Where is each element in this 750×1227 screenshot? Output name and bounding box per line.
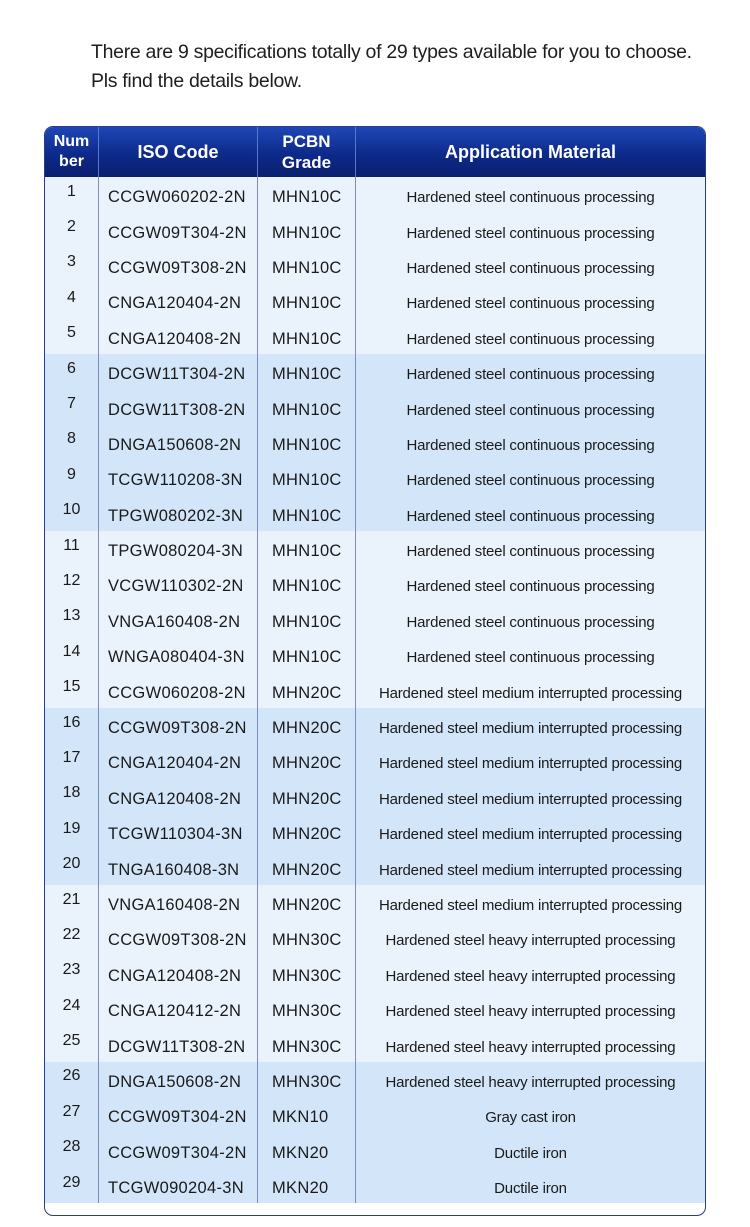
cell-application-material: Hardened steel continuous processing: [406, 472, 655, 490]
table-row: [45, 389, 705, 424]
cell-pcbn-grade: MHN20C: [258, 672, 356, 707]
cell-number: 8: [45, 425, 99, 460]
table-row: [45, 637, 705, 672]
cell-pcbn-grade: MHN30C: [258, 956, 356, 991]
cell-iso-code: CCGW060208-2N: [99, 672, 258, 707]
cell-application-material: Gray cast iron: [485, 1109, 576, 1127]
table-row: [45, 1168, 705, 1203]
cell-pcbn-grade: MHN10C: [258, 212, 356, 247]
cell-application-material: Hardened steel heavy interrupted processing: [385, 967, 676, 985]
table-row: [45, 283, 705, 318]
cell-application-material: Hardened steel continuous processing: [406, 649, 655, 667]
table-body: [45, 177, 705, 1203]
header-number: [45, 127, 99, 177]
cell-pcbn-grade: MHN30C: [258, 1062, 356, 1097]
cell-pcbn-grade: MHN10C: [258, 283, 356, 318]
cell-number: 13: [45, 602, 99, 637]
cell-application-material: Hardened steel medium interrupted processing: [378, 790, 683, 808]
table-row: [45, 849, 705, 884]
header-iso-code: ISO Code: [99, 127, 258, 177]
cell-number: 23: [45, 956, 99, 991]
cell-pcbn-grade: MHN10C: [258, 602, 356, 637]
cell-pcbn-grade: MHN10C: [258, 389, 356, 424]
cell-application-material: Hardened steel medium interrupted processing: [378, 897, 683, 914]
cell-pcbn-grade: MHN10C: [258, 425, 356, 460]
cell-application-material: Hardened steel continuous processing: [406, 295, 655, 313]
cell-application-material: Hardened steel medium interrupted processing: [378, 684, 683, 702]
cell-number: 10: [45, 496, 99, 531]
cell-application-material: Hardened steel medium interrupted processing: [378, 755, 683, 773]
cell-pcbn-grade: MKN20: [258, 1133, 356, 1168]
cell-number: 28: [45, 1133, 99, 1168]
cell-number: 25: [45, 1026, 99, 1061]
cell-application-material: Hardened steel heavy interrupted processing: [385, 1038, 676, 1056]
cell-number: 6: [45, 354, 99, 389]
cell-number: 29: [45, 1168, 99, 1203]
cell-pcbn-grade: MHN10C: [258, 531, 356, 566]
cell-iso-code: DCGW11T308-2N: [99, 1026, 258, 1061]
table-row: [45, 779, 705, 814]
cell-number: 11: [45, 531, 99, 566]
cell-application-material: Hardened steel medium interrupted processing: [378, 861, 683, 879]
cell-application-material: Hardened steel heavy interrupted processing: [385, 932, 676, 950]
cell-application-material: Hardened steel continuous processing: [406, 259, 655, 277]
cell-iso-code: WNGA080404-3N: [99, 637, 258, 672]
table-row: [45, 425, 705, 460]
cell-number: 17: [45, 743, 99, 778]
table-row: [45, 566, 705, 601]
cell-pcbn-grade: MHN20C: [258, 814, 356, 849]
cell-application-material: Hardened steel heavy interrupted processing: [385, 1003, 676, 1021]
table-row: [45, 531, 705, 566]
cell-pcbn-grade: MHN30C: [258, 991, 356, 1026]
table-row: [45, 1062, 705, 1097]
cell-iso-code: DNGA150608-2N: [99, 425, 258, 460]
cell-pcbn-grade: MHN10C: [258, 460, 356, 495]
cell-number: 14: [45, 637, 99, 672]
cell-iso-code: CNGA120408-2N: [99, 956, 258, 991]
table-row: [45, 885, 705, 920]
table-row: [45, 743, 705, 778]
cell-pcbn-grade: MHN30C: [258, 920, 356, 955]
table-row: [45, 354, 705, 389]
cell-application-material: Ductile iron: [494, 1144, 567, 1162]
cell-application-material: Hardened steel continuous processing: [406, 401, 655, 419]
header-application-material: Application Material: [444, 141, 617, 162]
cell-iso-code: CNGA120408-2N: [99, 779, 258, 814]
cell-number: 5: [45, 319, 99, 354]
cell-iso-code: CCGW09T304-2N: [99, 212, 258, 247]
cell-iso-code: CCGW060202-2N: [99, 177, 258, 212]
cell-application-material: Hardened steel continuous processing: [406, 224, 655, 242]
cell-pcbn-grade: MHN10C: [258, 319, 356, 354]
cell-number: 9: [45, 460, 99, 495]
cell-number: 24: [45, 991, 99, 1026]
table-row: [45, 920, 705, 955]
cell-application-material: Hardened steel medium interrupted processing: [378, 720, 683, 738]
table-row: [45, 814, 705, 849]
table-row: [45, 1133, 705, 1168]
intro-text: There are 9 specifications totally of 29 types available for you to choose. Pls find the details below.: [91, 41, 692, 92]
cell-pcbn-grade: MKN10: [258, 1097, 356, 1132]
table-row: [45, 1097, 705, 1132]
table-row: [45, 319, 705, 354]
cell-iso-code: CNGA120408-2N: [99, 319, 258, 354]
table-row: [45, 956, 705, 991]
header-number-label: Num ber: [53, 133, 90, 170]
table-row: [45, 708, 705, 743]
cell-number: 27: [45, 1097, 99, 1132]
cell-iso-code: TPGW080204-3N: [99, 531, 258, 566]
cell-iso-code: CNGA120404-2N: [99, 283, 258, 318]
cell-pcbn-grade: MHN20C: [258, 779, 356, 814]
cell-application-material: Hardened steel continuous processing: [406, 436, 655, 454]
cell-pcbn-grade: MHN10C: [258, 354, 356, 389]
cell-application-material: Hardened steel continuous processing: [406, 613, 655, 631]
cell-number: 21: [45, 885, 99, 920]
cell-number: 3: [45, 248, 99, 283]
header-pcbn-grade: [258, 127, 356, 177]
cell-pcbn-grade: MHN20C: [258, 708, 356, 743]
cell-iso-code: CCGW09T308-2N: [99, 248, 258, 283]
cell-iso-code: TCGW110304-3N: [99, 814, 258, 849]
cell-application-material: Hardened steel medium interrupted processing: [378, 826, 683, 844]
cell-application-material: Ductile iron: [494, 1180, 567, 1198]
spec-table: [44, 126, 706, 1216]
table-row: [45, 460, 705, 495]
cell-number: 20: [45, 849, 99, 884]
cell-number: 2: [45, 212, 99, 247]
table-row: [45, 991, 705, 1026]
cell-pcbn-grade: MHN10C: [258, 248, 356, 283]
cell-iso-code: CNGA120412-2N: [99, 991, 258, 1026]
table-row: [45, 248, 705, 283]
cell-pcbn-grade: MKN20: [258, 1168, 356, 1203]
cell-iso-code: CCGW09T304-2N: [99, 1133, 258, 1168]
cell-number: 1: [45, 177, 99, 212]
cell-pcbn-grade: MHN30C: [258, 1026, 356, 1061]
cell-number: 19: [45, 814, 99, 849]
cell-number: 4: [45, 283, 99, 318]
cell-pcbn-grade: MHN10C: [258, 637, 356, 672]
cell-iso-code: VCGW110302-2N: [99, 566, 258, 601]
cell-number: 7: [45, 389, 99, 424]
cell-application-material: Hardened steel continuous processing: [406, 543, 655, 561]
cell-iso-code: DCGW11T304-2N: [99, 354, 258, 389]
table-row: [45, 177, 705, 212]
cell-pcbn-grade: MHN20C: [258, 743, 356, 778]
header-pcbn-grade-label: PCBN Grade: [281, 132, 332, 172]
cell-number: 26: [45, 1062, 99, 1097]
cell-pcbn-grade: MHN10C: [258, 496, 356, 531]
cell-number: 12: [45, 566, 99, 601]
cell-pcbn-grade: MHN20C: [258, 885, 356, 920]
cell-number: 16: [45, 708, 99, 743]
cell-number: 22: [45, 920, 99, 955]
cell-application-material: Hardened steel continuous processing: [406, 507, 655, 525]
cell-application-material: Hardened steel continuous processing: [406, 578, 655, 596]
cell-pcbn-grade: MHN10C: [258, 566, 356, 601]
table-row: [45, 672, 705, 707]
cell-iso-code: DNGA150608-2N: [99, 1062, 258, 1097]
table-row: [45, 1026, 705, 1061]
cell-number: 18: [45, 779, 99, 814]
cell-application-material: Hardened steel continuous processing: [406, 366, 655, 384]
cell-iso-code: CCGW09T308-2N: [99, 920, 258, 955]
cell-application-material: Hardened steel continuous processing: [406, 330, 655, 348]
cell-pcbn-grade: MHN20C: [258, 849, 356, 884]
cell-application-material: Hardened steel heavy interrupted processing: [385, 1073, 676, 1091]
table-row: [45, 212, 705, 247]
cell-iso-code: TNGA160408-3N: [99, 849, 258, 884]
cell-iso-code: CCGW09T304-2N: [99, 1097, 258, 1132]
cell-iso-code: CNGA120404-2N: [99, 743, 258, 778]
cell-iso-code: VNGA160408-2N: [99, 602, 258, 637]
cell-iso-code: DCGW11T308-2N: [99, 389, 258, 424]
cell-pcbn-grade: MHN10C: [258, 177, 356, 212]
cell-application-material: Hardened steel continuous processing: [406, 189, 655, 207]
cell-iso-code: VNGA160408-2N: [99, 885, 258, 920]
cell-iso-code: TPGW080202-3N: [99, 496, 258, 531]
cell-iso-code: TCGW110208-3N: [99, 460, 258, 495]
cell-iso-code: TCGW090204-3N: [99, 1168, 258, 1203]
cell-iso-code: CCGW09T308-2N: [99, 708, 258, 743]
table-row: [45, 496, 705, 531]
cell-number: 15: [45, 672, 99, 707]
table-header: [45, 127, 705, 177]
table-row: [45, 602, 705, 637]
